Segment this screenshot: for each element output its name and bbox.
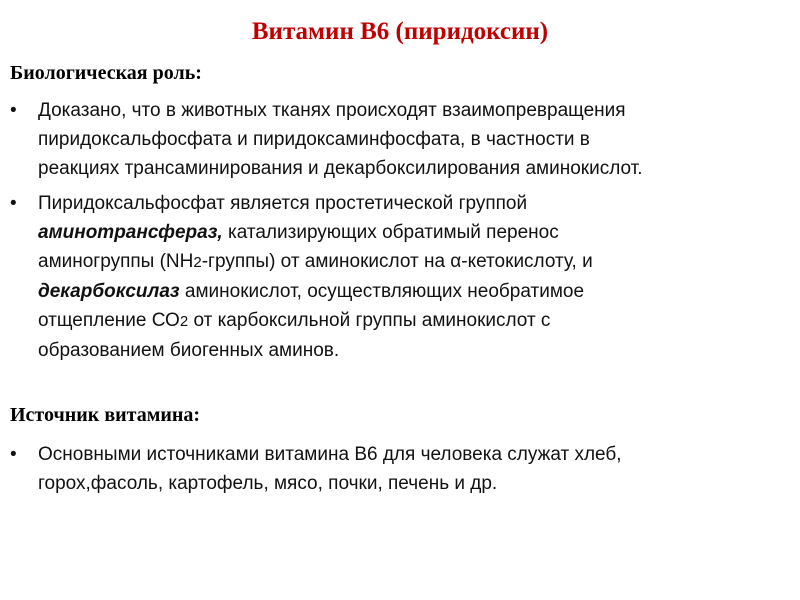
bullet-glyph: • [10,444,17,465]
text-line: образованием биогенных аминов. [38,340,340,361]
text-line [38,306,790,336]
text-fragment: от карбоксильной группы аминокислот с [188,310,551,331]
text-line: горох,фасоль, картофель, мясо, почки, печень и др. [38,473,498,494]
bullet-list-biological-role [10,96,790,365]
list-item [10,440,790,498]
list-item [10,189,790,365]
subscript: 2 [193,254,202,271]
bullet-list-vitamin-source [10,440,790,498]
text-fragment: отщепление СО [38,310,180,331]
list-item [10,96,790,183]
term-decarboxylases: декарбоксилаз [38,281,180,302]
section-heading-vitamin-source: Источник витамина: [10,404,201,426]
bullet-glyph: • [10,193,17,214]
slide-title: Витамин В6 (пиридоксин) [251,18,549,45]
text-fragment: катализирующих обратимый перенос [222,222,559,243]
text-line [38,218,790,247]
bullet-glyph: • [10,100,17,121]
text-fragment: аминокислот, осуществляющих необратимое [179,281,585,302]
subscript: 2 [179,313,189,330]
text-fragment: -группы) от аминокислот на α-кетокислоту, и [201,251,593,272]
text-line: реакциях трансаминирования и декарбоксилирования аминокислот. [38,158,643,179]
text-line: пиридоксальфосфата и пиридоксаминфосфата, в частности в [38,129,590,150]
text-line: Доказано, что в животных тканях происходят взаимопревращения [38,100,626,121]
text-line: Основными источниками витамина В6 для человека служат хлеб, [38,444,622,465]
text-line [38,277,790,306]
term-aminotransferases: аминотрансфераз, [38,222,223,243]
text-line: Пиридоксальфосфат является простетической группой [38,193,528,214]
text-fragment: аминогруппы (NH [38,251,194,272]
section-heading-biological-role: Биологическая роль: [10,62,202,84]
text-line [38,247,790,277]
